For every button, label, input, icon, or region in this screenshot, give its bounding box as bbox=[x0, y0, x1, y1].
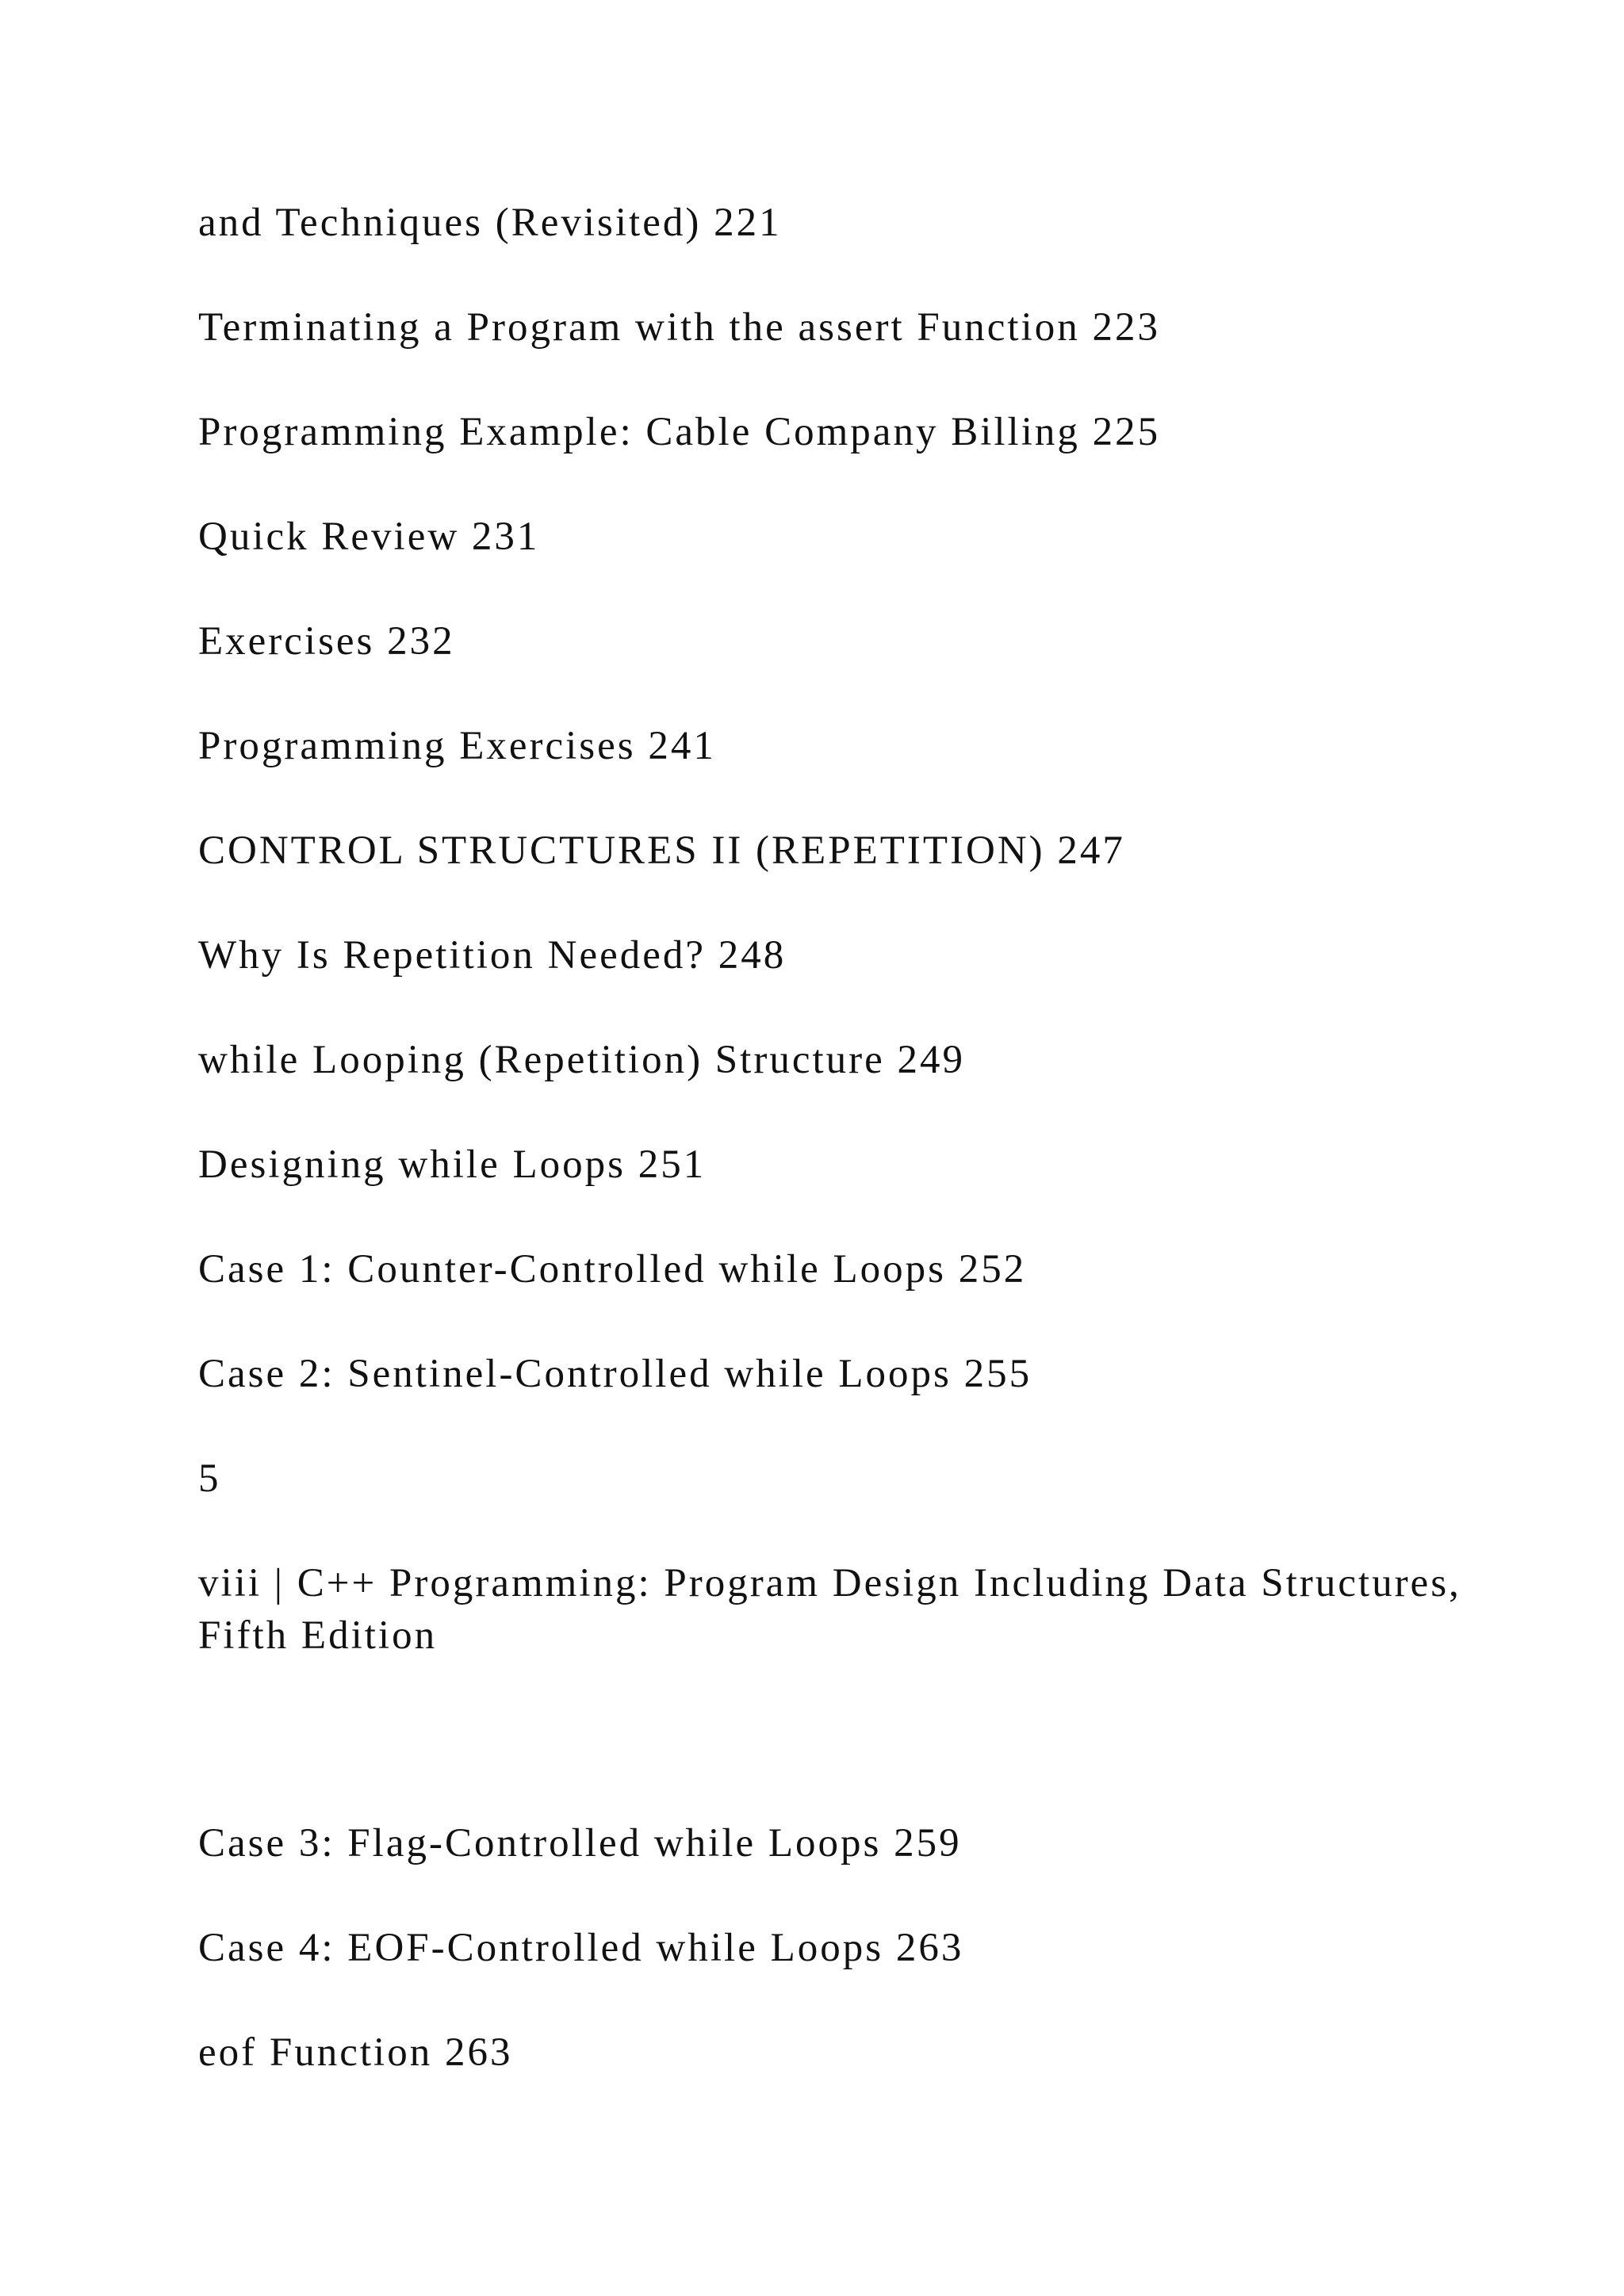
toc-entry-why-repetition: Why Is Repetition Needed? 248 bbox=[198, 933, 787, 978]
toc-entry-designing-while-loops: Designing while Loops 251 bbox=[198, 1142, 707, 1187]
running-header: viii | C++ Programming: Program Design Including Data Structures, Fifth Edition bbox=[198, 1561, 1461, 1658]
toc-entry-quick-review: Quick Review 231 bbox=[198, 515, 540, 559]
toc-entry-case-3: Case 3: Flag-Controlled while Loops 259 bbox=[198, 1821, 962, 1866]
toc-entry-assert-function: Terminating a Program with the assert Function 223 bbox=[198, 305, 1160, 350]
toc-entry-exercises: Exercises 232 bbox=[198, 619, 455, 664]
toc-entry-programming-exercises: Programming Exercises 241 bbox=[198, 724, 716, 768]
toc-entry-case-4: Case 4: EOF-Controlled while Loops 263 bbox=[198, 1926, 964, 1970]
toc-entry-case-2: Case 2: Sentinel-Controlled while Loops 255 bbox=[198, 1352, 1032, 1396]
toc-entry-case-1: Case 1: Counter-Controlled while Loops 252 bbox=[198, 1247, 1027, 1292]
toc-entry-techniques-revisited: and Techniques (Revisited) 221 bbox=[198, 201, 782, 245]
toc-entry-eof-function: eof Function 263 bbox=[198, 2030, 513, 2075]
chapter-number: 5 bbox=[198, 1456, 221, 1501]
toc-entry-while-looping: while Looping (Repetition) Structure 249 bbox=[198, 1038, 966, 1082]
toc-chapter-heading: CONTROL STRUCTURES II (REPETITION) 247 bbox=[198, 828, 1125, 873]
toc-entry-cable-company-billing: Programming Example: Cable Company Billing 225 bbox=[198, 410, 1161, 454]
